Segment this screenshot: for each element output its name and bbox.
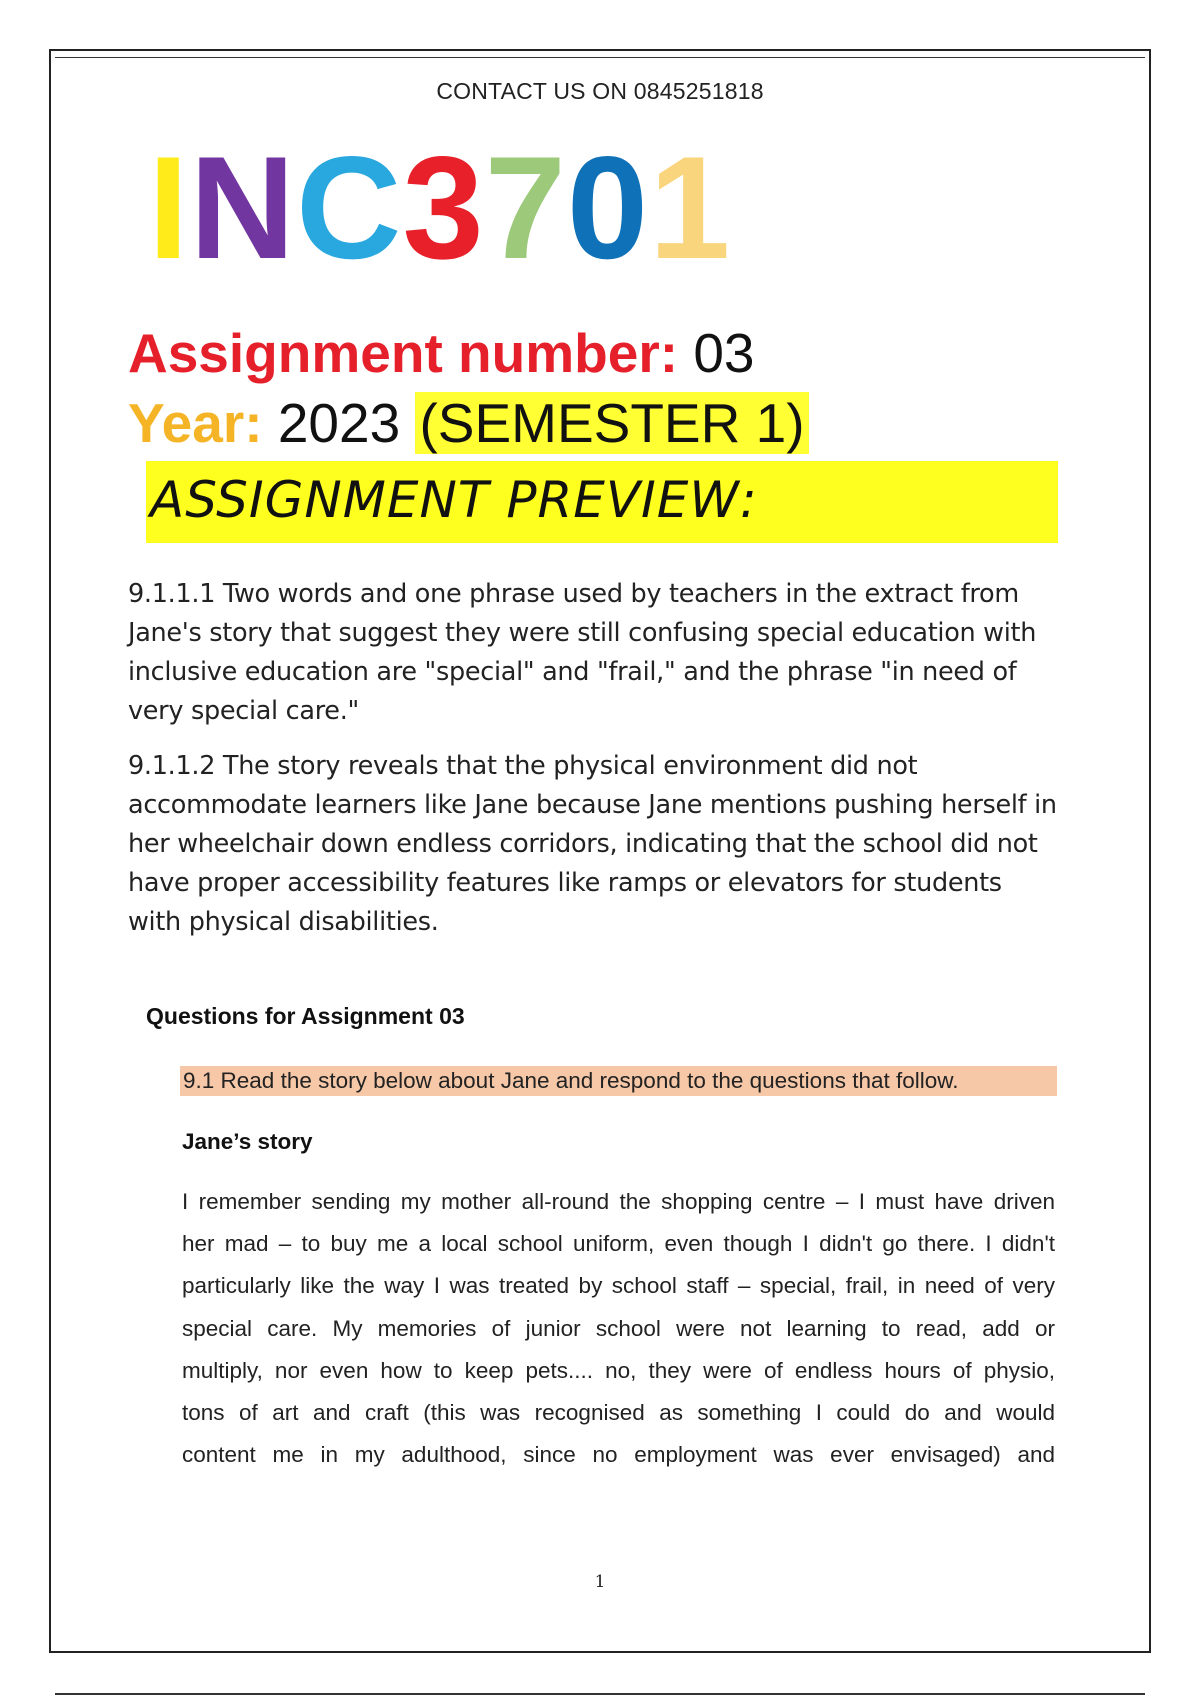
story-line: tons of art and craft (this was recognised as something I could do and would (182, 1400, 1055, 1426)
course-code-char: 1 (649, 126, 732, 289)
course-code-char: 0 (566, 126, 650, 289)
bottom-rule (55, 1693, 1145, 1695)
story-title: Jane’s story (182, 1129, 313, 1154)
year-label: Year: (128, 392, 263, 454)
story-text (182, 1181, 1055, 1476)
assignment-number-label: Assignment number: (128, 322, 679, 384)
contact-line: CONTACT US ON 0845251818 (436, 78, 764, 104)
course-code-char: 7 (484, 126, 567, 289)
question-9-1-instruction: 9.1 Read the story below about Jane and respond to the questions that follow. (180, 1066, 1057, 1096)
semester-highlight: (SEMESTER 1) (415, 392, 808, 454)
answer-9-1-1-2: 9.1.1.2 The story reveals that the physical environment did not accommodate learners like Jane because Jane mentions pushing herself in her wheelchair down endless corridors, indicating that the school did not have proper accessibility features like ramps or elevators for students with physical disabilities. (128, 751, 1057, 937)
story-line: her mad – to buy me a local school uniform, even though I didn't go there. I didn't (182, 1231, 1055, 1257)
story-line: special care. My memories of junior school were not learning to read, add or (182, 1315, 1055, 1341)
story-line: content me in my adulthood, since no employment was ever envisaged) and (182, 1442, 1055, 1468)
course-code-char: 3 (402, 126, 485, 289)
year-line (128, 392, 809, 454)
assignment-number-value: 03 (693, 322, 755, 384)
course-code-char: I (148, 126, 190, 289)
page-number: 1 (594, 1572, 606, 1592)
course-code-char: C (296, 126, 403, 289)
questions-heading: Questions for Assignment 03 (146, 1003, 465, 1029)
story-line: particularly like the way I was treated by school staff – special, frail, in need of very (182, 1273, 1055, 1299)
assignment-number-line (128, 322, 755, 384)
year-value: 2023 (277, 392, 401, 454)
story-line: multiply, nor even how to keep pets.... no, they were of endless hours of physio, (182, 1357, 1055, 1383)
course-code-title (148, 126, 732, 289)
course-code-char: N (189, 126, 297, 289)
answer-9-1-1-1: 9.1.1.1 Two words and one phrase used by teachers in the extract from Jane's story that suggest they were still confusing special education with inclusive education are "special" and "frail," and the phrase "in need of very special care." (128, 579, 1037, 726)
story-line: I remember sending my mother all-round the shopping centre – I must have driven (182, 1189, 1055, 1214)
assignment-preview-heading: ASSIGNMENT PREVIEW: (150, 471, 758, 529)
top-rule (55, 57, 1145, 58)
